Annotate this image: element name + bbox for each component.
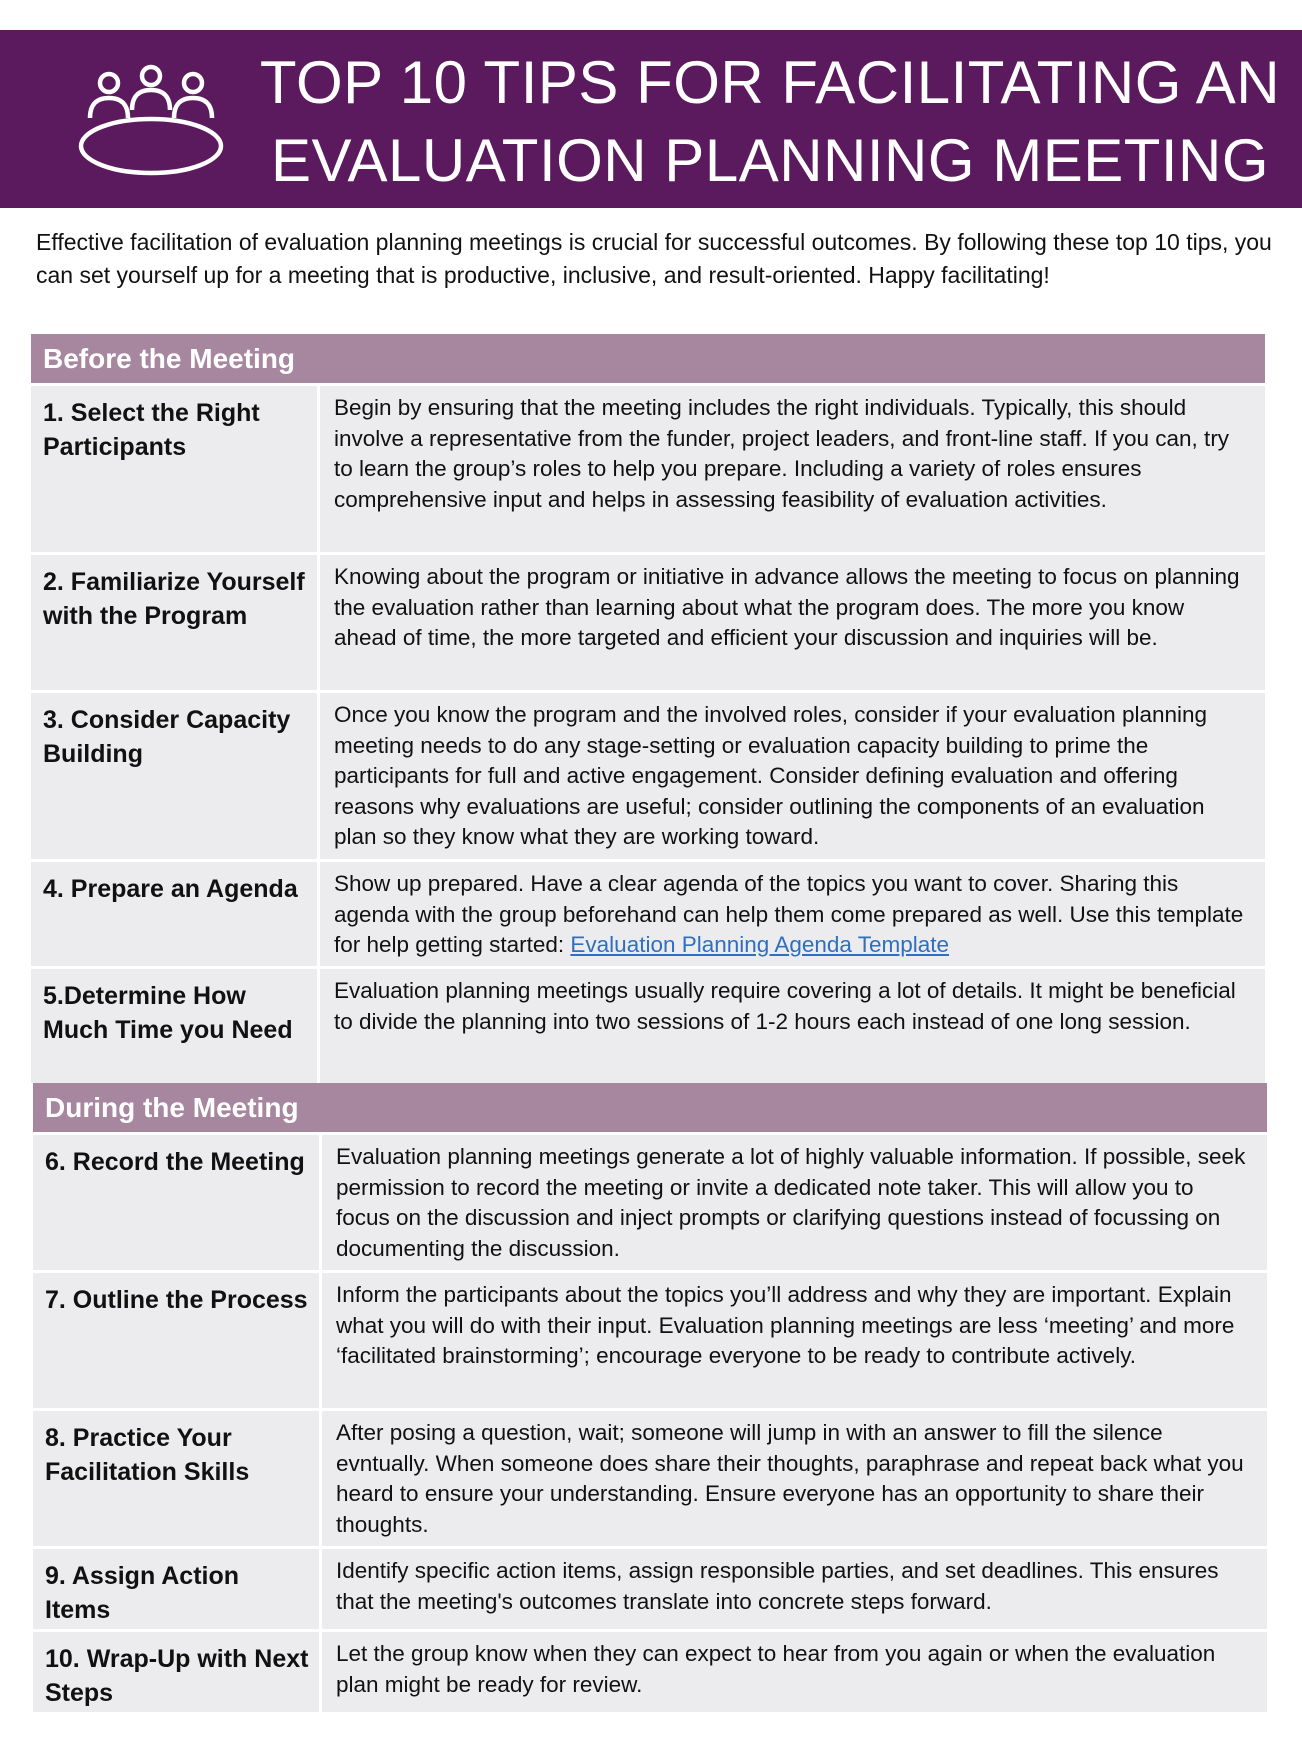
- tip-row: [33, 1629, 1267, 1712]
- tip-description: Let the group know when they can expect to hear from you again or when the evaluation plan might be ready for review.: [322, 1632, 1267, 1712]
- title-line-2: EVALUATION PLANNING MEETING: [270, 127, 1270, 194]
- tip-row: [33, 1546, 1267, 1629]
- tip-title: 7. Outline the Process: [33, 1273, 322, 1408]
- tip-row: [31, 690, 1265, 859]
- tip-title: 4. Prepare an Agenda: [31, 862, 320, 966]
- tip-title: 6. Record the Meeting: [33, 1135, 322, 1270]
- tip-description: Evaluation planning meetings usually require covering a lot of details. It might be beneficial to divide the planning into two sessions of 1-2 hours each instead of one long session.: [320, 969, 1265, 1083]
- page-title: [250, 44, 1290, 200]
- tip-title: 2. Familiarize Yourself with the Program: [31, 555, 320, 690]
- tip-title: 3. Consider Capacity Building: [31, 693, 320, 859]
- intro-paragraph: Effective facilitation of evaluation planning meetings is crucial for successful outcomes. By following these top 10 tips, you can set yourself up for a meeting that is productive, inclusive, and result-oriented. Happy facilitating!: [36, 229, 1272, 288]
- tip-description: Evaluation planning meetings generate a lot of highly valuable information. If possible, seek permission to record the meeting or invite a dedicated note taker. This will allow you to focus on the discussion and inject prompts or clarifying questions instead of focussing on documenting the discussion.: [322, 1135, 1267, 1270]
- tip-title: 1. Select the Right Participants: [31, 386, 320, 552]
- tip-description: Inform the participants about the topics you’ll address and why they are important. Explain what you will do with their input. Evaluation planning meetings are less ‘meeting’ and more ‘facilitated brainstorming’; encourage everyone to be ready to contribute actively.: [322, 1273, 1267, 1408]
- tip-row: [33, 1408, 1267, 1546]
- section-heading: During the Meeting: [33, 1083, 1267, 1132]
- agenda-template-link[interactable]: Evaluation Planning Agenda Template: [570, 932, 950, 957]
- tip-row: [31, 383, 1265, 552]
- tip-description: After posing a question, wait; someone will jump in with an answer to fill the silence evntually. When someone does share their thoughts, paraphrase and repeat back what you heard to ensure your understanding. Ensure everyone has an opportunity to share their thoughts.: [322, 1411, 1267, 1546]
- tip-row: [31, 552, 1265, 690]
- header-banner: [0, 30, 1302, 208]
- tip-description: Begin by ensuring that the meeting includes the right individuals. Typically, this should involve a representative from the funder, project leaders, and front-line staff. If you can, try to learn the group’s roles to help you prepare. Including a variety of roles ensures comprehensive input and helps in assessing feasibility of evaluation activities.: [320, 386, 1265, 552]
- section-heading: Before the Meeting: [31, 334, 1265, 383]
- tip-description: [320, 862, 1265, 966]
- tip-title: 5.Determine How Much Time you Need: [31, 969, 320, 1083]
- tip-row: [33, 1270, 1267, 1408]
- tip-title: 10. Wrap-Up with Next Steps: [33, 1632, 322, 1712]
- tip-description: Once you know the program and the involved roles, consider if your evaluation planning meeting needs to do any stage-setting or evaluation capacity building to prime the participants for full and active engagement. Consider defining evaluation and offering reasons why evaluations are useful; consider outlining the components of an evaluation plan so they know what they are working toward.: [320, 693, 1265, 859]
- meeting-table-icon: [76, 60, 226, 180]
- tip-description: Knowing about the program or initiative in advance allows the meeting to focus on planning the evaluation rather than learning about what the program does. The more you know ahead of time, the more targeted and efficient your discussion and inquiries will be.: [320, 555, 1265, 690]
- tip-row: [31, 966, 1265, 1083]
- section-before-meeting: [31, 334, 1265, 1083]
- tip-description: Identify specific action items, assign responsible parties, and set deadlines. This ensures that the meeting's outcomes translate into concrete steps forward.: [322, 1549, 1267, 1629]
- tip-row: [31, 859, 1265, 966]
- tip-title: 9. Assign Action Items: [33, 1549, 322, 1629]
- tip-text: Show up prepared. Have a clear agenda of the topics you want to cover. Sharing this agenda with the group beforehand can help them come prepared as well. Use this template for help getting started:: [334, 871, 1244, 957]
- section-during-meeting: [33, 1083, 1267, 1712]
- tip-title: 8. Practice Your Facilitation Skills: [33, 1411, 322, 1546]
- tip-row: [33, 1132, 1267, 1270]
- title-line-1: TOP 10 TIPS FOR FACILITATING AN: [259, 49, 1281, 116]
